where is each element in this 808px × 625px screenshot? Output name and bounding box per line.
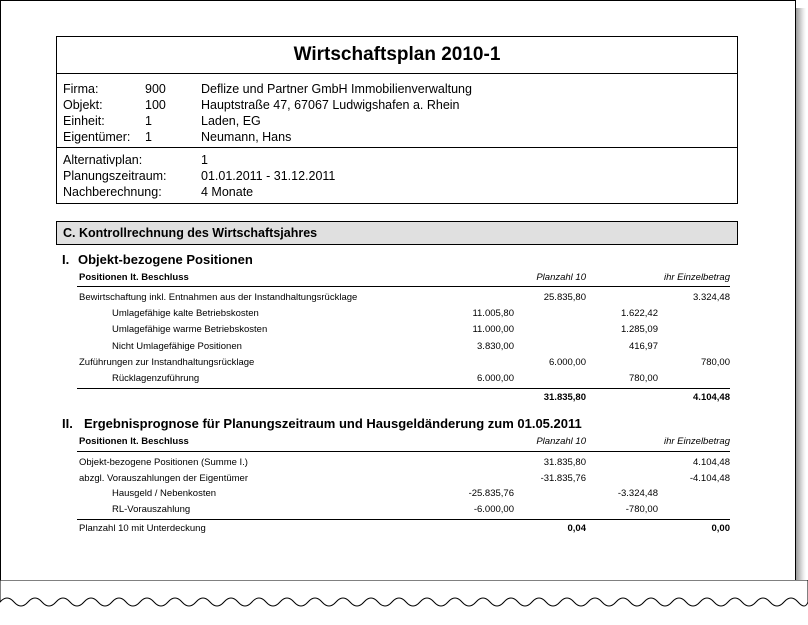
part1-total-rule <box>77 388 730 389</box>
row-detail-einzel: 1.622,42 <box>621 308 658 320</box>
part1-number: I. <box>62 252 70 267</box>
plan-value: 01.01.2011 - 31.12.2011 <box>201 169 336 183</box>
info-label: Objekt: <box>63 98 103 112</box>
info-code: 1 <box>145 114 152 128</box>
row-plan-amount: -31.835,76 <box>540 472 586 484</box>
info-value: Hauptstraße 47, 67067 Ludwigshafen a. Rhein <box>201 98 460 112</box>
row-label: Nicht Umlagefähige Positionen <box>112 340 242 352</box>
torn-paper-edge <box>0 580 808 625</box>
row-detail-einzel: 780,00 <box>628 373 658 384</box>
part2-result-plan: 0,04 <box>567 523 586 534</box>
row-label: Objekt-bezogene Positionen (Summe I.) <box>79 457 248 468</box>
row-detail-amount: -6.000,00 <box>473 503 514 515</box>
plan-label: Planungszeitraum: <box>63 169 167 183</box>
document-title: Wirtschaftsplan 2010-1 <box>57 37 737 74</box>
info-label: Firma: <box>63 82 99 96</box>
row-label: Zuführungen zur Instandhaltungsrücklage <box>79 356 255 368</box>
row-einzel-amount: 4.104,48 <box>693 457 730 468</box>
row-detail-amount: 11.005,80 <box>472 308 514 320</box>
part2-result-label: Planzahl 10 mit Unterdeckung <box>79 523 206 534</box>
row-detail-amount: 6.000,00 <box>477 373 514 384</box>
part2-header-rule <box>77 451 730 452</box>
info-code: 1 <box>145 130 152 144</box>
row-plan-amount: 31.835,80 <box>543 457 586 468</box>
info-value: Neumann, Hans <box>201 130 292 144</box>
header-divider <box>57 147 737 148</box>
part2-col-plan: Planzahl 10 <box>536 436 586 447</box>
row-detail-einzel: 1.285,09 <box>621 324 658 336</box>
part2-heading <box>62 416 582 431</box>
header-box <box>56 36 738 204</box>
row-plan-amount: 6.000,00 <box>549 356 586 368</box>
page-border-top <box>0 0 796 1</box>
row-detail-einzel: -780,00 <box>625 503 658 515</box>
row-detail-amount: 3.830,00 <box>477 340 514 352</box>
row-label: RL-Vorauszahlung <box>112 503 191 515</box>
part1-header-rule <box>77 286 730 287</box>
part1-heading <box>62 252 253 267</box>
part2-title: Ergebnisprognose für Planungszeitraum und Hausgeldänderung zum 01.05.2011 <box>84 416 582 431</box>
row-label: Hausgeld / Nebenkosten <box>112 488 217 499</box>
row-einzel-amount: 3.324,48 <box>693 292 730 303</box>
part1-col-einzel: ihr Einzelbetrag <box>663 272 730 283</box>
page-border-right <box>795 0 796 600</box>
page-shadow <box>796 8 806 598</box>
part1-total-einzel: 4.104,48 <box>693 392 730 403</box>
info-label: Eigentümer: <box>63 130 131 144</box>
part1-col-plan: Planzahl 10 <box>536 272 586 283</box>
part2-col-einzel: ihr Einzelbetrag <box>663 436 730 447</box>
row-label: Bewirtschaftung inkl. Entnahmen aus der Instandhaltungsrücklage <box>79 292 358 303</box>
plan-value: 4 Monate <box>201 185 254 199</box>
row-label: Rücklagenzuführung <box>112 373 200 384</box>
section-c-heading: C. Kontrollrechnung des Wirtschaftsjahres <box>56 221 738 245</box>
plan-value: 1 <box>201 153 208 167</box>
plan-label: Nachberechnung: <box>63 185 162 199</box>
row-label: Umlagefähige warme Betriebskosten <box>112 324 268 336</box>
part1-col-head: Positionen lt. Beschluss <box>79 272 189 283</box>
row-detail-amount: 11.000,00 <box>472 324 514 336</box>
part2-col-head: Positionen lt. Beschluss <box>79 436 189 447</box>
row-label: abzgl. Vorauszahlungen der Eigentümer <box>79 472 249 484</box>
info-code: 900 <box>145 82 166 96</box>
part1-total-plan: 31.835,80 <box>543 392 586 403</box>
info-code: 100 <box>145 98 166 112</box>
row-detail-amount: -25.835,76 <box>468 488 514 499</box>
plan-label: Alternativplan: <box>63 153 143 167</box>
info-value: Laden, EG <box>201 114 261 128</box>
info-label: Einheit: <box>63 114 105 128</box>
info-value: Deflize und Partner GmbH Immobilienverwaltung <box>201 82 472 96</box>
row-plan-amount: 25.835,80 <box>543 292 586 303</box>
part2-number: II. <box>62 416 73 431</box>
row-einzel-amount: -4.104,48 <box>689 472 730 484</box>
row-einzel-amount: 780,00 <box>700 356 730 368</box>
part2-result-einzel: 0,00 <box>711 523 730 534</box>
row-label: Umlagefähige kalte Betriebskosten <box>112 308 259 320</box>
part1-title: Objekt-bezogene Positionen <box>78 252 253 267</box>
row-detail-einzel: -3.324,48 <box>617 488 658 499</box>
part2-result-rule <box>77 519 730 520</box>
page-border-left <box>0 0 1 600</box>
row-detail-einzel: 416,97 <box>628 340 658 352</box>
